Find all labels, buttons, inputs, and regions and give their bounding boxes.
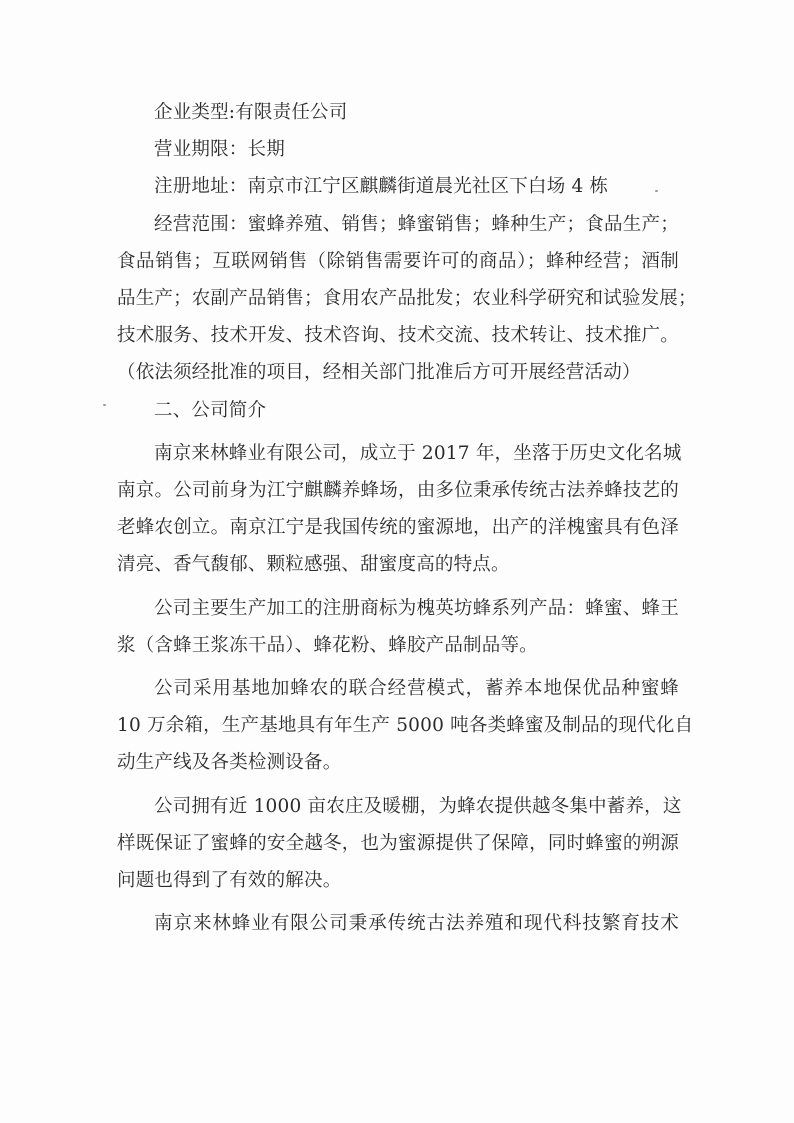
business-scope-line-4: 技术服务、技术开发、技术咨询、技术交流、技术转让、技术推广。	[117, 325, 679, 347]
profile-paragraph-1-line-4: 清亮、香气馥郁、颗粒感强、甜蜜度高的特点。	[117, 554, 510, 576]
profile-paragraph-2-line-2: 浆（含蜂王浆冻干品）、蜂花粉、蜂胶产品制品等。	[117, 634, 538, 656]
business-scope-note: （依法须经批准的项目，经相关部门批准后方可开展经营活动）	[117, 362, 641, 384]
profile-paragraph-3-line-1: 公司采用基地加蜂农的联合经营模式，蓄养本地保优品种蜜蜂	[154, 678, 679, 700]
profile-paragraph-3-line-2: 10 万余箱，生产基地具有年生产 5000 吨各类蜂蜜及制品的现代化自	[117, 715, 694, 737]
business-scope-line-3: 品生产；农副产品销售；食用农产品批发；农业科学研究和试验发展；	[117, 288, 697, 310]
registered-address-line: 注册地址：南京市江宁区麒麟街道晨光社区下白场 4 栋	[154, 176, 609, 198]
enterprise-type-line: 企业类型:有限责任公司	[154, 102, 348, 123]
business-scope-line-1: 经营范围：蜜蜂养殖、销售；蜂蜜销售；蜂种生产；食品生产；	[154, 213, 679, 235]
profile-paragraph-4-line-2: 样既保证了蜜蜂的安全越冬，也为蜜源提供了保障，同时蜂蜜的朔源	[117, 832, 679, 854]
profile-paragraph-1-line-2: 南京。公司前身为江宁麒麟养蜂场，由多位秉承传统古法养蜂技艺的	[117, 480, 679, 502]
profile-paragraph-5-line-1: 南京来林蜂业有限公司秉承传统古法养殖和现代科技繁育技术	[154, 913, 679, 935]
profile-paragraph-4-line-3: 问题也得到了有效的解决。	[117, 870, 342, 892]
profile-paragraph-1-line-1: 南京来林蜂业有限公司，成立于 2017 年，坐落于历史文化名城	[154, 442, 682, 464]
scan-speck	[655, 190, 658, 192]
profile-paragraph-1-line-3: 老蜂农创立。南京江宁是我国传统的蜜源地，出产的洋槐蜜具有色泽	[117, 517, 679, 539]
profile-paragraph-2-line-1: 公司主要生产加工的注册商标为槐英坊蜂系列产品：蜂蜜、蜂王	[154, 597, 679, 619]
profile-paragraph-4-line-1: 公司拥有近 1000 亩农庄及暖棚，为蜂农提供越冬集中蓄养，这	[154, 795, 682, 817]
business-scope-line-2: 食品销售；互联网销售（除销售需要许可的商品）；蜂种经营；酒制	[117, 250, 679, 272]
scan-speck	[103, 404, 106, 406]
section-heading-company-profile: 二、公司简介	[154, 399, 267, 421]
document-body	[117, 94, 697, 942]
profile-paragraph-3-line-3: 动生产线及各类检测设备。	[117, 752, 342, 774]
business-term-line: 营业期限：长期	[154, 139, 285, 161]
